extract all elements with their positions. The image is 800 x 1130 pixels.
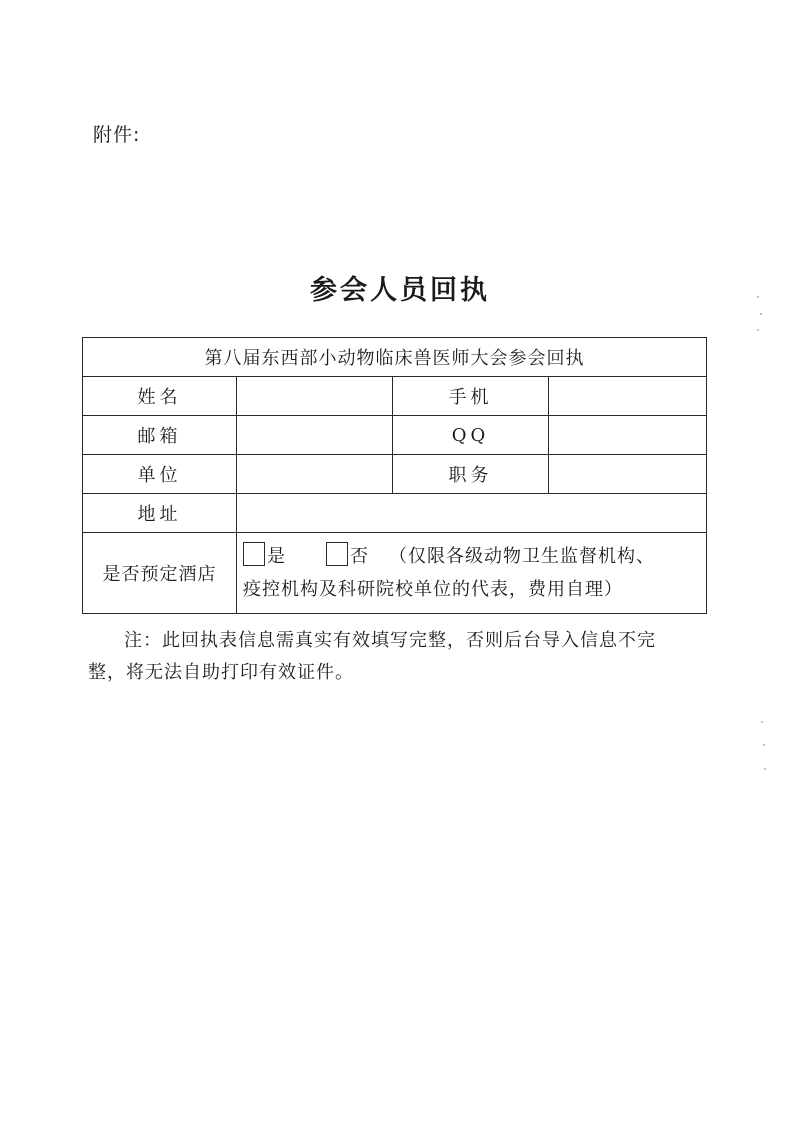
- hotel-no-label: 否: [350, 546, 369, 567]
- scan-speck: [763, 744, 765, 746]
- scan-speck: [757, 329, 759, 331]
- hotel-yes-checkbox[interactable]: [243, 542, 265, 566]
- form-row-hotel: [83, 533, 707, 614]
- form-row-name-phone: [83, 377, 707, 416]
- footnote: 注：此回执表信息需真实有效填写完整，否则后台导入信息不完整，将无法自助打印有效证件。: [88, 630, 656, 683]
- phone-field[interactable]: [549, 377, 707, 416]
- address-field[interactable]: [237, 494, 707, 533]
- hotel-no-checkbox[interactable]: [326, 542, 348, 566]
- scan-speck: [761, 721, 763, 723]
- form-row-address: [83, 494, 707, 533]
- hotel-label: 是否预定酒店: [83, 533, 237, 614]
- registration-form-table: [82, 337, 707, 614]
- hotel-yes-label: 是: [267, 546, 286, 567]
- phone-label: 手机: [393, 377, 549, 416]
- attachment-label: 附件:: [93, 124, 141, 146]
- form-caption: 第八届东西部小动物临床兽医师大会参会回执: [83, 338, 707, 377]
- email-label: 邮箱: [83, 416, 237, 455]
- address-label: 地址: [83, 494, 237, 533]
- hotel-note-line2: 疫控机构及科研院校单位的代表，费用自理）: [243, 579, 623, 600]
- form-row-email-qq: [83, 416, 707, 455]
- qq-field[interactable]: [549, 416, 707, 455]
- hotel-note-line1: （仅限各级动物卫生监督机构、: [389, 546, 655, 567]
- qq-label: QQ: [393, 416, 549, 455]
- page-title: 参会人员回执: [310, 275, 490, 306]
- email-field[interactable]: [237, 416, 393, 455]
- form-row-org-position: [83, 455, 707, 494]
- org-field[interactable]: [237, 455, 393, 494]
- hotel-options: [237, 533, 707, 614]
- name-field[interactable]: [237, 377, 393, 416]
- name-label: 姓名: [83, 377, 237, 416]
- scan-speck: [757, 296, 759, 298]
- scan-speck: [760, 313, 762, 315]
- position-field[interactable]: [549, 455, 707, 494]
- org-label: 单位: [83, 455, 237, 494]
- position-label: 职务: [393, 455, 549, 494]
- scan-speck: [764, 768, 766, 770]
